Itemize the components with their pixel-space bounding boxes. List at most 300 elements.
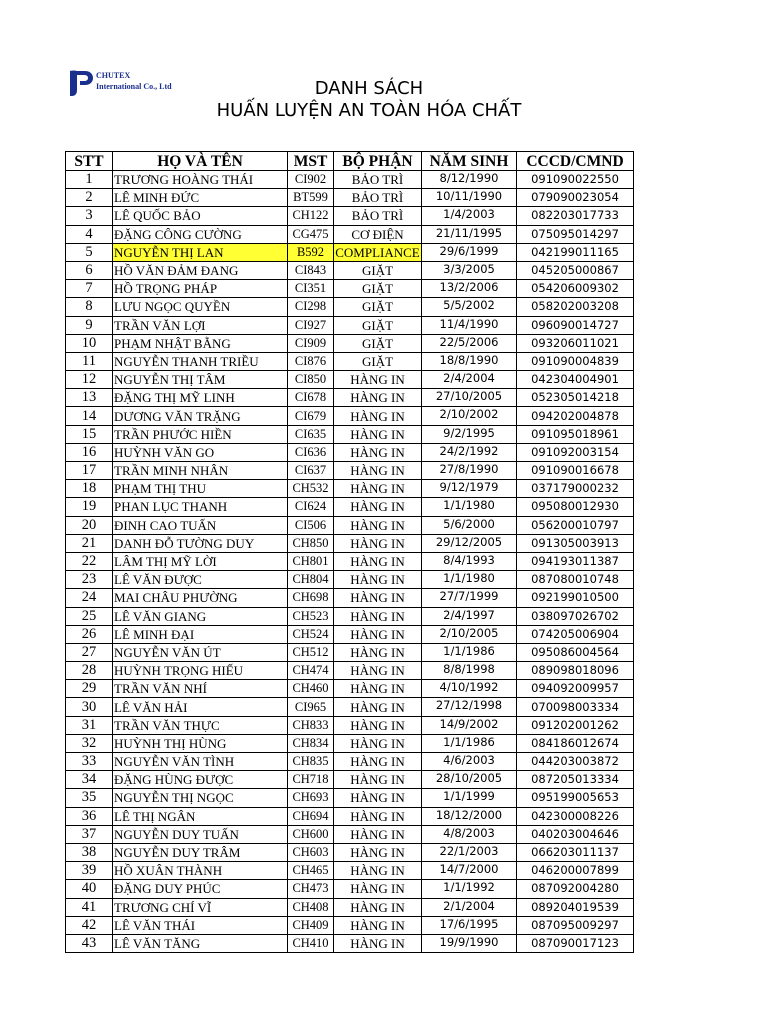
cell-full-name: PHẠM NHẬT BẰNG [113,334,288,352]
cell-mst: CI678 [288,389,334,407]
cell-department: GIẶT [334,298,422,316]
cell-birth-date: 1/1/1986 [422,734,517,752]
cell-stt: 39 [66,862,113,880]
cell-department: HÀNG IN [334,607,422,625]
table-row [66,280,634,298]
cell-department: HÀNG IN [334,807,422,825]
cell-mst: CI965 [288,698,334,716]
cell-department: GIẶT [334,316,422,334]
cell-stt: 38 [66,843,113,861]
cell-mst: CH465 [288,862,334,880]
table-row [66,534,634,552]
cell-birth-date: 1/1/1980 [422,571,517,589]
cell-stt: 1 [66,171,113,189]
cell-stt: 7 [66,280,113,298]
cell-stt: 18 [66,480,113,498]
cell-mst: CI636 [288,443,334,461]
header-full-name: HỌ VÀ TÊN [113,152,288,171]
cell-full-name: LÊ MINH ĐỨC [113,189,288,207]
cell-mst: CH600 [288,825,334,843]
cell-stt: 42 [66,916,113,934]
cell-full-name: LÊ VĂN THÁI [113,916,288,934]
cell-birth-date: 1/1/1999 [422,789,517,807]
table-row [66,643,634,661]
cell-mst: CH409 [288,916,334,934]
cell-id-number: 096090014727 [517,316,634,334]
cell-department: HÀNG IN [334,625,422,643]
cell-id-number: 066203011137 [517,843,634,861]
table-body [66,171,634,953]
table-row [66,371,634,389]
table-row [66,898,634,916]
table-row [66,261,634,279]
cell-department: HÀNG IN [334,734,422,752]
cell-mst: CI876 [288,352,334,370]
cell-birth-date: 27/8/1990 [422,462,517,480]
cell-stt: 12 [66,371,113,389]
cell-stt: 43 [66,934,113,952]
cell-department: HÀNG IN [334,680,422,698]
cell-id-number: 042199011165 [517,243,634,261]
cell-full-name: LÊ MINH ĐẠI [113,625,288,643]
table-row [66,698,634,716]
cell-mst: CH460 [288,680,334,698]
table-row [66,171,634,189]
cell-birth-date: 2/4/2004 [422,371,517,389]
cell-mst: CH512 [288,643,334,661]
cell-full-name: DƯƠNG VĂN TRẶNG [113,407,288,425]
cell-stt: 35 [66,789,113,807]
cell-full-name: ĐINH CAO TUẤN [113,516,288,534]
cell-full-name: HỒ VĂN ĐẢM ĐANG [113,261,288,279]
cell-id-number: 074205006904 [517,625,634,643]
cell-full-name: HUỲNH TRỌNG HIẾU [113,662,288,680]
table-row [66,716,634,734]
cell-birth-date: 4/10/1992 [422,680,517,698]
header-stt: STT [66,152,113,171]
cell-department: HÀNG IN [334,552,422,570]
cell-id-number: 082203017733 [517,207,634,225]
cell-full-name: LÊ VĂN ĐƯỢC [113,571,288,589]
cell-full-name: NGUYỄN THỊ TÂM [113,371,288,389]
cell-id-number: 095080012930 [517,498,634,516]
header-department: BỘ PHẬN [334,152,422,171]
cell-mst: CI637 [288,462,334,480]
cell-full-name: LÊ THỊ NGÂN [113,807,288,825]
table-row [66,334,634,352]
table-row [66,880,634,898]
cell-mst: CH693 [288,789,334,807]
cell-id-number: 089098018096 [517,662,634,680]
cell-department: COMPLIANCE [335,244,420,260]
cell-id-number: 087095009297 [517,916,634,934]
cell-department: HÀNG IN [334,643,422,661]
cell-id-number: 095086004564 [517,643,634,661]
cell-birth-date: 2/4/1997 [422,607,517,625]
cell-mst: CI927 [288,316,334,334]
cell-mst: CI679 [288,407,334,425]
cell-stt: 21 [66,534,113,552]
cell-birth-date: 8/8/1998 [422,662,517,680]
cell-full-name: LÊ QUỐC BẢO [113,207,288,225]
cell-stt: 9 [66,316,113,334]
cell-stt: 27 [66,643,113,661]
cell-mst: CI909 [288,334,334,352]
cell-stt: 40 [66,880,113,898]
cell-full-name: LÊ VĂN HẢI [113,698,288,716]
cell-birth-date: 9/12/1979 [422,480,517,498]
cell-birth-date: 8/4/1993 [422,552,517,570]
cell-id-number: 042304004901 [517,371,634,389]
cell-full-name: NGUYỄN THỊ LAN [113,243,288,261]
cell-full-name: ĐẶNG HÙNG ĐƯỢC [113,771,288,789]
cell-stt: 30 [66,698,113,716]
cell-birth-date: 1/1/1986 [422,643,517,661]
cell-mst: CH523 [288,607,334,625]
logo-line-2: International Co., Ltd [96,82,172,91]
cell-stt: 16 [66,443,113,461]
cell-mst: CH473 [288,880,334,898]
table-row [66,589,634,607]
cell-department: HÀNG IN [334,516,422,534]
table-row [66,498,634,516]
cell-stt: 13 [66,389,113,407]
table-row [66,443,634,461]
cell-id-number: 091090016678 [517,462,634,480]
table-row [66,934,634,952]
cell-department: GIẶT [334,280,422,298]
cell-stt: 5 [66,243,113,261]
cell-id-number: 042300008226 [517,807,634,825]
table-row [66,516,634,534]
cell-birth-date: 18/8/1990 [422,352,517,370]
cell-stt: 25 [66,607,113,625]
cell-birth-date: 22/5/2006 [422,334,517,352]
cell-birth-date: 1/1/1992 [422,880,517,898]
cell-mst: CH122 [288,207,334,225]
cell-id-number: 052305014218 [517,389,634,407]
cell-id-number: 095199005653 [517,789,634,807]
document-title: DANH SÁCH [314,78,424,99]
table-row [66,753,634,771]
cell-stt: 15 [66,425,113,443]
cell-full-name: NGUYỄN THANH TRIỀU [113,352,288,370]
cell-id-number: 058202003208 [517,298,634,316]
cell-department: HÀNG IN [334,698,422,716]
cell-birth-date: 27/7/1999 [422,589,517,607]
cell-department: HÀNG IN [334,443,422,461]
cell-full-name: HUỲNH THỊ HÙNG [113,734,288,752]
cell-mst: CH408 [288,898,334,916]
cell-birth-date: 10/11/1990 [422,189,517,207]
cell-mst: CH524 [288,625,334,643]
table-row [66,789,634,807]
cell-id-number: 089204019539 [517,898,634,916]
cell-stt: 8 [66,298,113,316]
cell-department: HÀNG IN [334,462,422,480]
table-row [66,243,634,261]
cell-birth-date: 2/10/2002 [422,407,517,425]
cell-department: HÀNG IN [334,589,422,607]
cell-mst: CI635 [288,425,334,443]
cell-mst: CI298 [288,298,334,316]
cell-department: HÀNG IN [334,898,422,916]
cell-department: HÀNG IN [334,534,422,552]
table-row [66,771,634,789]
table-header-row [66,152,634,171]
cell-stt: 23 [66,571,113,589]
cell-birth-date: 18/12/2000 [422,807,517,825]
cell-full-name: LÊ VĂN GIANG [113,607,288,625]
cell-department: GIẶT [334,334,422,352]
table-row [66,552,634,570]
table-row [66,662,634,680]
cell-department: BẢO TRÌ [334,189,422,207]
cell-id-number: 094193011387 [517,552,634,570]
cell-stt: 17 [66,462,113,480]
cell-full-name: NGUYỄN DUY TRÂM [113,843,288,861]
cell-stt: 37 [66,825,113,843]
cell-stt: 19 [66,498,113,516]
cell-full-name: NGUYỄN DUY TUẤN [113,825,288,843]
cell-full-name: HỒ XUÂN THÀNH [113,862,288,880]
cell-id-number: 046200007899 [517,862,634,880]
cell-mst: CI351 [288,280,334,298]
cell-department: HÀNG IN [334,916,422,934]
cell-id-number: 087090017123 [517,934,634,952]
cell-stt: 34 [66,771,113,789]
cell-full-name: NGUYỄN THỊ NGỌC [113,789,288,807]
cell-birth-date: 19/9/1990 [422,934,517,952]
cell-department: HÀNG IN [334,789,422,807]
cell-id-number: 054206009302 [517,280,634,298]
cell-id-number: 087080010748 [517,571,634,589]
logo-line-1: CHUTEX [96,71,131,80]
cell-department: HÀNG IN [334,716,422,734]
cell-full-name: ĐẶNG THỊ MỸ LINH [113,389,288,407]
table-row [66,862,634,880]
cell-id-number: 045205000867 [517,261,634,279]
table-row [66,462,634,480]
cell-department: HÀNG IN [334,389,422,407]
cell-stt: 28 [66,662,113,680]
cell-stt: 32 [66,734,113,752]
cell-birth-date: 29/12/2005 [422,534,517,552]
cell-stt: 6 [66,261,113,279]
table-row [66,571,634,589]
table-row [66,298,634,316]
cell-full-name: TRẦN VĂN THỰC [113,716,288,734]
cell-id-number: 092199010500 [517,589,634,607]
cell-mst: CH698 [288,589,334,607]
cell-id-number: 084186012674 [517,734,634,752]
cell-birth-date: 5/6/2000 [422,516,517,534]
table-row [66,389,634,407]
cell-full-name: TRẦN VĂN NHÍ [113,680,288,698]
cell-full-name: PHẠM THỊ THU [113,480,288,498]
cell-full-name: TRƯƠNG CHÍ VĨ [113,898,288,916]
cell-mst: CH801 [288,552,334,570]
table-row [66,407,634,425]
document-subtitle: HUẤN LUYỆN AN TOÀN HÓA CHẤT [216,100,522,121]
cell-full-name: PHAN LỤC THANH [113,498,288,516]
cell-full-name: TRƯƠNG HOÀNG THÁI [113,171,288,189]
cell-mst: CI624 [288,498,334,516]
cell-department: GIẶT [334,261,422,279]
cell-id-number: 038097026702 [517,607,634,625]
table-row [66,807,634,825]
cell-id-number: 091092003154 [517,443,634,461]
cell-stt: 14 [66,407,113,425]
cell-department: HÀNG IN [334,880,422,898]
training-list-table [65,151,634,953]
cell-mst: CH603 [288,843,334,861]
cell-department: HÀNG IN [334,934,422,952]
cell-mst: CI843 [288,261,334,279]
cell-mst: BT599 [288,189,334,207]
cell-stt: 24 [66,589,113,607]
cell-department: HÀNG IN [334,843,422,861]
cell-id-number: 094202004878 [517,407,634,425]
cell-department: HÀNG IN [334,407,422,425]
cell-mst: CI902 [288,171,334,189]
table-row [66,625,634,643]
cell-mst: CH694 [288,807,334,825]
cell-birth-date: 28/10/2005 [422,771,517,789]
cell-department: HÀNG IN [334,498,422,516]
cell-stt: 4 [66,225,113,243]
cell-mst: CH835 [288,753,334,771]
cell-birth-date: 1/1/1980 [422,498,517,516]
cell-department: HÀNG IN [334,571,422,589]
cell-stt: 33 [66,753,113,771]
table-row [66,734,634,752]
cell-full-name: HUỲNH VĂN GO [113,443,288,461]
cell-stt: 26 [66,625,113,643]
cell-full-name: NGUYỄN VĂN ÚT [113,643,288,661]
cell-id-number: 094092009957 [517,680,634,698]
cell-department: HÀNG IN [334,662,422,680]
cell-mst: CH834 [288,734,334,752]
cell-birth-date: 8/12/1990 [422,171,517,189]
cell-full-name: TRẦN MINH NHÂN [113,462,288,480]
cell-id-number: 091090022550 [517,171,634,189]
cell-birth-date: 4/8/2003 [422,825,517,843]
cell-department: HÀNG IN [334,425,422,443]
cell-mst: B592 [288,243,334,261]
cell-id-number: 091095018961 [517,425,634,443]
cell-birth-date: 14/9/2002 [422,716,517,734]
cell-birth-date: 27/10/2005 [422,389,517,407]
table-row [66,316,634,334]
cell-department: BẢO TRÌ [334,171,422,189]
table-row [66,189,634,207]
cell-department: HÀNG IN [334,480,422,498]
cell-mst: CI850 [288,371,334,389]
cell-full-name: ĐẶNG CÔNG CƯỜNG [113,225,288,243]
cell-birth-date: 9/2/1995 [422,425,517,443]
cell-birth-date: 22/1/2003 [422,843,517,861]
table-row [66,425,634,443]
header-birth-date: NĂM SINH [422,152,517,171]
cell-stt: 41 [66,898,113,916]
cell-stt: 3 [66,207,113,225]
cell-id-number: 044203003872 [517,753,634,771]
cell-department: CƠ ĐIỆN [334,225,422,243]
cell-department: GIẶT [334,352,422,370]
table-row [66,607,634,625]
cell-department: HÀNG IN [334,771,422,789]
cell-id-number: 056200010797 [517,516,634,534]
cell-birth-date: 29/6/1999 [422,243,517,261]
cell-id-number: 075095014297 [517,225,634,243]
cell-id-number: 091090004839 [517,352,634,370]
cell-birth-date: 5/5/2002 [422,298,517,316]
cell-full-name: TRẦN VĂN LỢI [113,316,288,334]
table-row [66,825,634,843]
cell-full-name: LƯU NGỌC QUYỀN [113,298,288,316]
cell-birth-date: 24/2/1992 [422,443,517,461]
cell-stt: 31 [66,716,113,734]
table-row [66,352,634,370]
cell-id-number: 079090023054 [517,189,634,207]
cell-full-name: HỒ TRỌNG PHÁP [113,280,288,298]
table-row [66,843,634,861]
cell-mst: CH474 [288,662,334,680]
cell-id-number: 093206011021 [517,334,634,352]
cell-mst: CH804 [288,571,334,589]
cell-full-name: ĐẶNG DUY PHÚC [113,880,288,898]
header-id-number: CCCD/CMND [517,152,634,171]
cell-mst: CH833 [288,716,334,734]
cell-birth-date: 11/4/1990 [422,316,517,334]
cell-mst: CH410 [288,934,334,952]
cell-full-name: LÊ VĂN TĂNG [113,934,288,952]
cell-mst: CI506 [288,516,334,534]
cell-full-name: TRẦN PHƯỚC HIỀN [113,425,288,443]
table-row [66,207,634,225]
cell-birth-date: 2/1/2004 [422,898,517,916]
cell-stt: 22 [66,552,113,570]
cell-stt: 2 [66,189,113,207]
cell-full-name: LÂM THỊ MỸ LỜI [113,552,288,570]
cell-birth-date: 14/7/2000 [422,862,517,880]
cell-birth-date: 4/6/2003 [422,753,517,771]
cell-mst: CH718 [288,771,334,789]
cell-department: HÀNG IN [334,753,422,771]
cell-department: BẢO TRÌ [334,207,422,225]
cell-id-number: 070098003334 [517,698,634,716]
cell-birth-date: 27/12/1998 [422,698,517,716]
cell-department: HÀNG IN [334,371,422,389]
cell-mst: CG475 [288,225,334,243]
cell-mst: CH850 [288,534,334,552]
cell-stt: 10 [66,334,113,352]
cell-birth-date: 3/3/2005 [422,261,517,279]
cell-department: HÀNG IN [334,825,422,843]
cell-id-number: 091305003913 [517,534,634,552]
cell-id-number: 087092004280 [517,880,634,898]
cell-stt: 11 [66,352,113,370]
cell-stt: 29 [66,680,113,698]
cell-birth-date: 2/10/2005 [422,625,517,643]
cell-full-name: DANH ĐỖ TƯỜNG DUY [113,534,288,552]
cell-stt: 20 [66,516,113,534]
cell-birth-date: 1/4/2003 [422,207,517,225]
cell-birth-date: 13/2/2006 [422,280,517,298]
cell-full-name: MAI CHÂU PHƯỜNG [113,589,288,607]
cell-mst: CH532 [288,480,334,498]
